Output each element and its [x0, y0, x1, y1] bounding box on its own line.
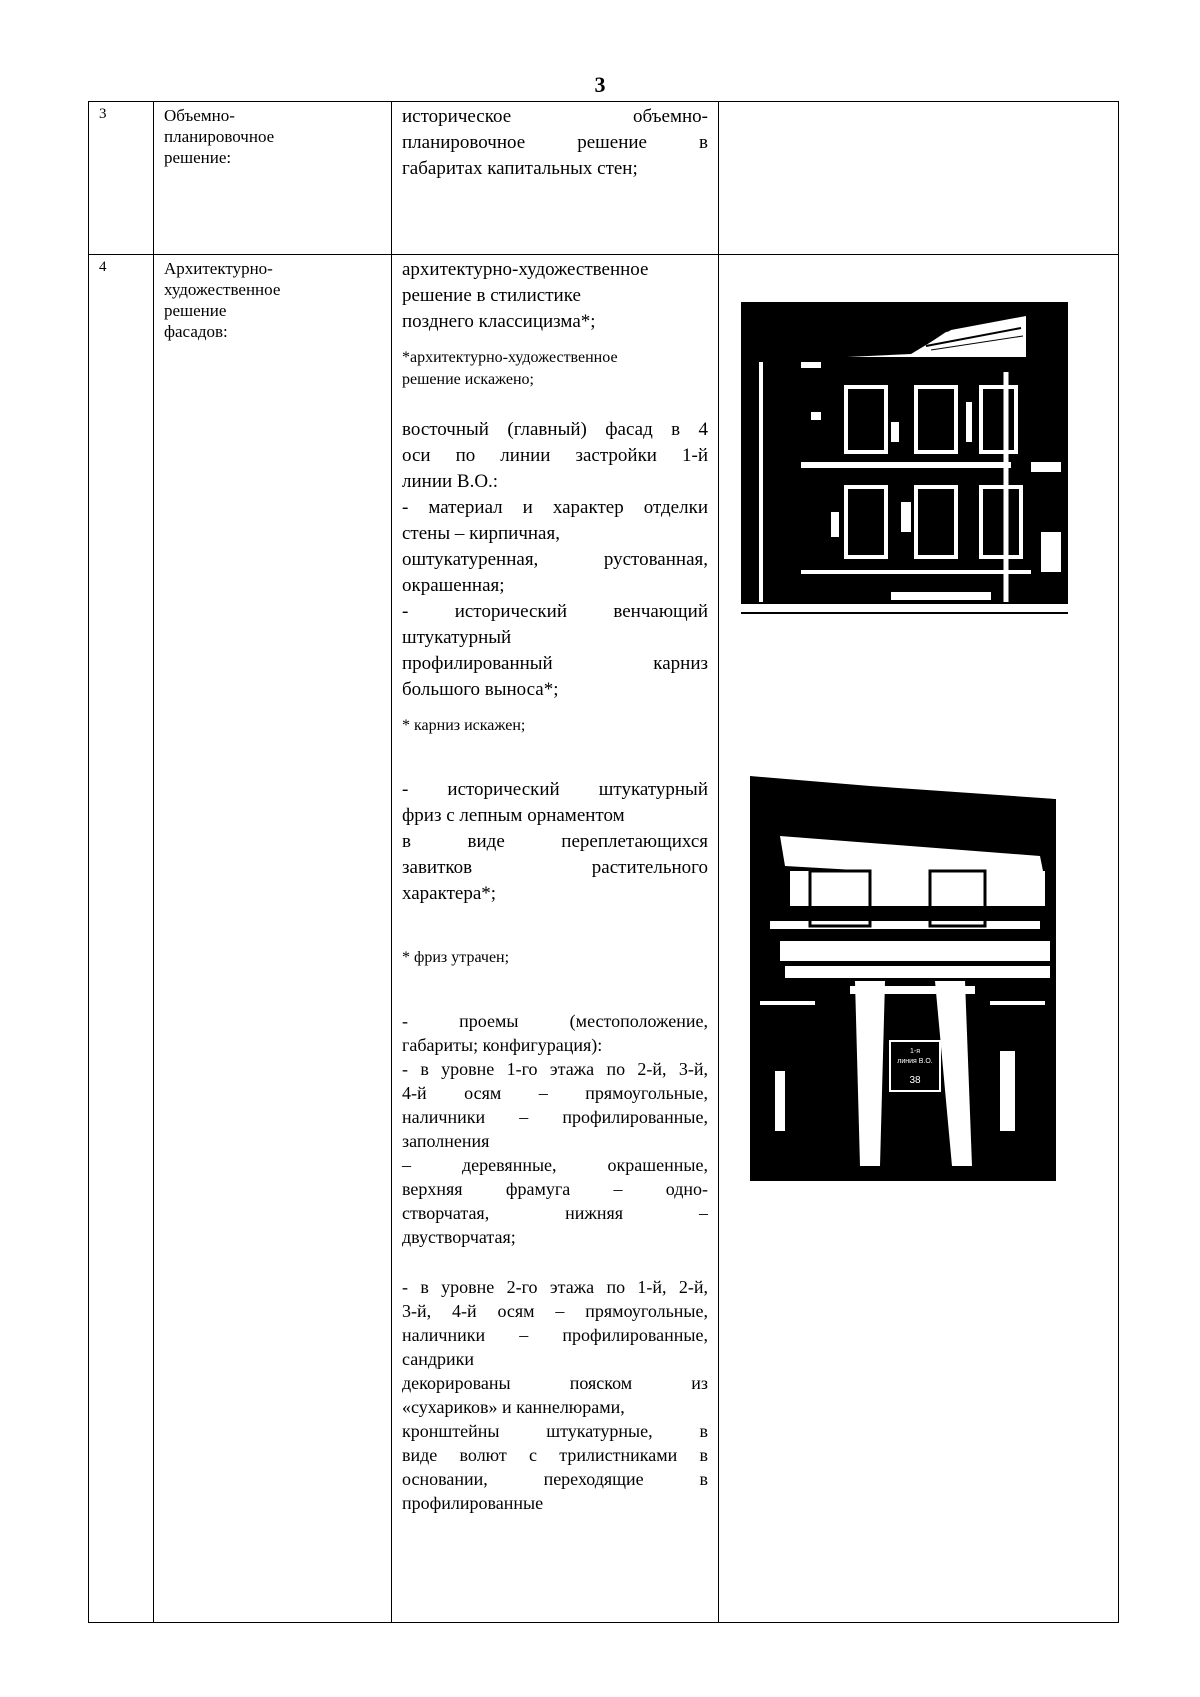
row-name-line: планировочное [164, 127, 275, 146]
row-description [392, 102, 718, 182]
description-line: в виде переплетающихся [402, 831, 708, 852]
description-line: восточный (главный) фасад в 4 [402, 419, 708, 440]
description-line: - в уровне 2-го этажа по 1-й, 2-й, [402, 1277, 708, 1297]
description-line: профилированные [402, 1493, 544, 1513]
description-line: большого выноса*; [402, 679, 559, 700]
row-description-cell [392, 102, 719, 255]
entrance-sign-line: линия В.О. [897, 1058, 933, 1065]
row-name-cell [154, 102, 392, 255]
description-line: - исторический венчающий [402, 601, 708, 622]
building-entrance-photo [750, 771, 1056, 1181]
row-name [154, 255, 391, 342]
row-name-line: художественное [164, 280, 281, 299]
building-entrance-icon [750, 771, 1056, 1181]
description-line: позднего классицизма*; [402, 311, 596, 332]
row-number-cell [89, 255, 154, 1623]
description-line: кронштейны штукатурные, в [402, 1421, 708, 1441]
description-line: - проемы (местоположение, [402, 1011, 708, 1031]
description-line: - исторический штукатурный [402, 779, 708, 800]
description-line: наличники – профилированные, [402, 1325, 708, 1345]
description-line: наличники – профилированные, [402, 1107, 708, 1127]
description-line: архитектурно-художественное [402, 259, 649, 280]
note-line: *архитектурно-художественное [402, 349, 618, 366]
row-name-line: Объемно- [164, 106, 235, 125]
description-line: створчатая, нижняя – [402, 1203, 708, 1223]
row-number: 3 [99, 106, 107, 122]
description-line: заполнения [402, 1131, 490, 1151]
description-line: – деревянные, окрашенные, [402, 1155, 708, 1175]
row-name-cell [154, 255, 392, 1623]
openings-block [402, 1009, 708, 1249]
row-number-cell [89, 102, 154, 255]
description-line: решение в стилистике [402, 285, 581, 306]
row-name [154, 102, 391, 168]
description-line: 4-й осям – прямоугольные, [402, 1083, 708, 1103]
description-line: декорированы пояском из [402, 1373, 708, 1393]
note-line: * карниз искажен; [402, 717, 526, 734]
description-line: линии В.О.: [402, 471, 499, 492]
row-description [392, 255, 718, 1515]
description-line: двустворчатая; [402, 1227, 516, 1247]
row-description-cell [392, 255, 719, 1623]
table-row [89, 255, 1119, 1623]
description-line: завитков растительного [402, 857, 708, 878]
description-line: фриз с лепным орнаментом [402, 805, 625, 826]
row-name-line: решение [164, 301, 227, 320]
east-facade-block [402, 417, 708, 703]
description-line: 3-й, 4-й осям – прямоугольные, [402, 1301, 708, 1321]
note-line: * фриз утрачен; [402, 949, 510, 966]
second-floor-block [402, 1275, 708, 1515]
note-line: решение искажено; [402, 371, 534, 388]
row-photo-cell [719, 255, 1119, 1623]
building-facade-photo [741, 302, 1068, 620]
row-number: 4 [99, 259, 107, 275]
description-line: историческое объемно- [402, 106, 708, 127]
frieze-block [402, 777, 708, 907]
description-line: верхняя фрамуга – одно- [402, 1179, 708, 1199]
description-line: оштукатуренная, рустованная, [402, 549, 708, 570]
specification-table [88, 101, 1119, 1623]
description-line: планировочное решение в [402, 132, 708, 153]
row-name-line: Архитектурно- [164, 259, 273, 278]
table-row [89, 102, 1119, 255]
description-line: «сухариков» и каннелюрами, [402, 1397, 625, 1417]
description-line: габариты; конфигурация): [402, 1035, 603, 1055]
description-line: - материал и характер отделки [402, 497, 708, 518]
description-line: основании, переходящие в [402, 1469, 708, 1489]
row-photo-cell [719, 102, 1119, 255]
description-line: - в уровне 1-го этажа по 2-й, 3-й, [402, 1059, 708, 1079]
entrance-sign-number: 38 [909, 1075, 921, 1086]
row-name-line: фасадов: [164, 322, 228, 341]
row-name-line: решение: [164, 148, 232, 167]
description-line: стены – кирпичная, [402, 523, 560, 544]
description-line: сандрики [402, 1349, 474, 1369]
description-line: оси по линии застройки 1-й [402, 445, 708, 466]
page-number: 3 [594, 72, 606, 97]
building-facade-icon [741, 302, 1068, 620]
description-line: габаритах капитальных стен; [402, 158, 638, 179]
description-line: профилированный карниз [402, 653, 708, 674]
entrance-sign-line: 1-я [909, 1048, 921, 1055]
description-line: штукатурный [402, 627, 512, 648]
description-line: характера*; [402, 883, 497, 904]
description-line: виде волют с трилистниками в [402, 1445, 708, 1465]
description-line: окрашенная; [402, 575, 505, 596]
